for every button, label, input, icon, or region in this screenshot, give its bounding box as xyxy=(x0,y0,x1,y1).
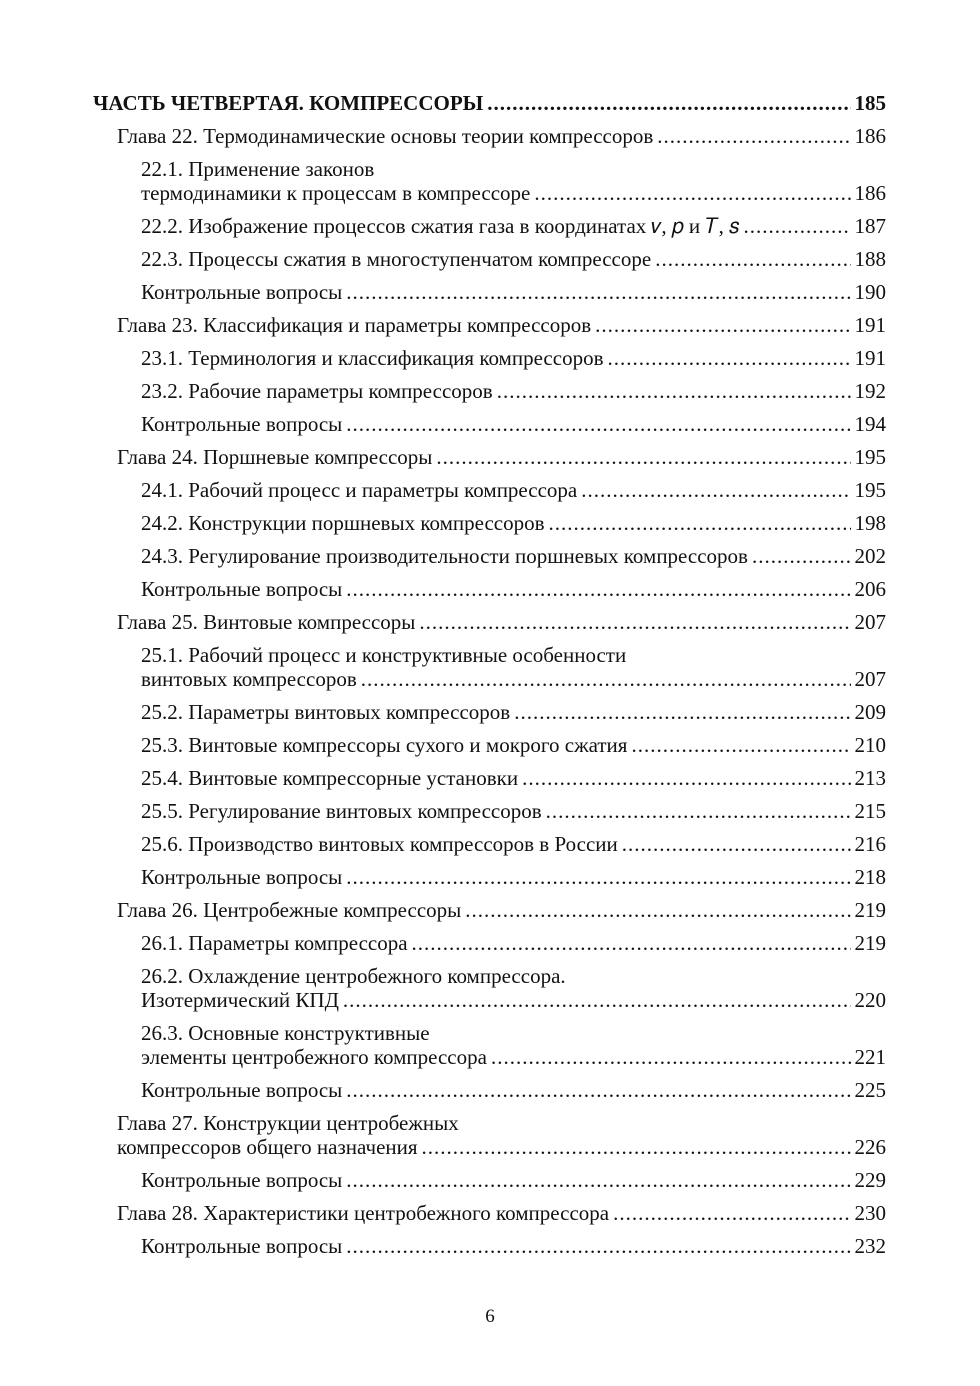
toc-entry-line xyxy=(141,832,886,856)
toc-entry-line xyxy=(141,412,886,436)
toc-entry-title: термодинамики к процессам в компрессоре xyxy=(141,181,531,205)
toc-dot-leader xyxy=(346,865,850,889)
toc-entry-title: 25.4. Винтовые компрессорные установки xyxy=(141,766,519,790)
toc-section-entry[interactable] xyxy=(93,280,886,304)
toc-entry-line xyxy=(117,1135,886,1159)
toc-entry-line xyxy=(141,1234,886,1258)
toc-section-entry[interactable] xyxy=(93,832,886,856)
toc-entry-title: элементы центробежного компрессора xyxy=(141,1045,487,1069)
toc-dot-leader xyxy=(522,766,850,790)
toc-page-number: 226 xyxy=(854,1135,886,1159)
toc-entry-title: Глава 28. Характеристики центробежного компрессора xyxy=(117,1201,610,1225)
toc-entry-title: компрессоров общего назначения xyxy=(117,1135,418,1159)
toc-page-number: 218 xyxy=(854,865,886,889)
toc-dot-leader xyxy=(419,610,850,634)
toc-dot-leader xyxy=(549,511,851,535)
toc-entry-line xyxy=(141,280,886,304)
toc-section-entry[interactable] xyxy=(93,1168,886,1192)
toc-page-number: 221 xyxy=(854,1045,886,1069)
toc-entry-line xyxy=(141,733,886,757)
toc-dot-leader xyxy=(346,1234,850,1258)
toc-section-entry[interactable] xyxy=(93,1078,886,1102)
toc-page-number: 186 xyxy=(854,181,886,205)
toc-entry-line xyxy=(93,91,886,115)
toc-chapter-entry[interactable] xyxy=(93,445,886,469)
toc-entry-title: ЧАСТЬ ЧЕТВЕРТАЯ. КОМПРЕССОРЫ xyxy=(93,91,484,115)
toc-section-entry[interactable] xyxy=(93,214,886,238)
toc-part-heading[interactable] xyxy=(93,91,886,115)
toc-section-entry[interactable] xyxy=(93,157,886,205)
toc-page-number: 213 xyxy=(854,766,886,790)
toc-dot-leader xyxy=(607,346,850,370)
toc-entry-line xyxy=(117,124,886,148)
toc-dot-leader xyxy=(346,280,850,304)
toc-entry-line xyxy=(141,478,886,502)
toc-entry-title: Глава 24. Поршневые компрессоры xyxy=(117,445,433,469)
toc-entry-line xyxy=(117,898,886,922)
toc-dot-leader xyxy=(346,412,850,436)
toc-entry-title: 25.5. Регулирование винтовых компрессоров xyxy=(141,799,542,823)
toc-dot-leader xyxy=(743,214,850,238)
toc-entry-line xyxy=(117,1201,886,1225)
toc-entry-title: Глава 23. Классификация и параметры компрессоров xyxy=(117,313,592,337)
toc-dot-leader xyxy=(465,898,850,922)
toc-entry-title: 22.2. Изображение процессов сжатия газа в координатах 𝑣, 𝑝 и 𝑇, 𝑠 xyxy=(141,214,740,238)
toc-dot-leader xyxy=(546,799,851,823)
toc-section-entry[interactable] xyxy=(93,865,886,889)
toc-section-entry[interactable] xyxy=(93,544,886,568)
toc-section-entry[interactable] xyxy=(93,766,886,790)
toc-entry-title: 23.2. Рабочие параметры компрессоров xyxy=(141,379,493,403)
toc-page-number: 187 xyxy=(854,214,886,238)
toc-page-number: 186 xyxy=(854,124,886,148)
toc-entry-title: 25.2. Параметры винтовых компрессоров xyxy=(141,700,511,724)
toc-entry-line xyxy=(141,931,886,955)
toc-section-entry[interactable] xyxy=(93,964,886,1012)
toc-entry-title: 24.2. Конструкции поршневых компрессоров xyxy=(141,511,545,535)
toc-section-entry[interactable] xyxy=(93,931,886,955)
toc-page-number: 207 xyxy=(854,610,886,634)
toc-entry-line xyxy=(117,313,886,337)
toc-entry-title: 25.6. Производство винтовых компрессоров в России xyxy=(141,832,618,856)
toc-section-entry[interactable] xyxy=(93,478,886,502)
toc-entry-title: 26.1. Параметры компрессора xyxy=(141,931,408,955)
toc-page-number: 188 xyxy=(854,247,886,271)
toc-entry-line xyxy=(117,445,886,469)
toc-entry-title: Контрольные вопросы xyxy=(141,865,343,889)
toc-dot-leader xyxy=(346,577,850,601)
toc-entry-title: Изотермический КПД xyxy=(141,988,339,1012)
toc-entry-line xyxy=(141,865,886,889)
toc-entry-line xyxy=(141,511,886,535)
toc-dot-leader xyxy=(581,478,850,502)
toc-entry-title-line1: 26.3. Основные конструктивные xyxy=(141,1021,430,1045)
toc-dot-leader xyxy=(622,832,851,856)
toc-entry-line xyxy=(141,577,886,601)
toc-entry-line xyxy=(141,214,886,238)
toc-dot-leader xyxy=(534,181,850,205)
toc-chapter-entry[interactable] xyxy=(93,1201,886,1225)
toc-entry-line xyxy=(141,700,886,724)
toc-section-entry[interactable] xyxy=(93,379,886,403)
toc-dot-leader xyxy=(657,124,850,148)
toc-section-entry[interactable] xyxy=(93,799,886,823)
toc-entry-title: Контрольные вопросы xyxy=(141,412,343,436)
toc-dot-leader xyxy=(422,1135,851,1159)
toc-chapter-entry[interactable] xyxy=(93,898,886,922)
toc-entry-line xyxy=(141,1045,886,1069)
toc-dot-leader xyxy=(343,988,851,1012)
toc-entry-line xyxy=(141,181,886,205)
toc-dot-leader xyxy=(491,1045,851,1069)
toc-dot-leader xyxy=(497,379,851,403)
toc-entry-title: 22.3. Процессы сжатия в многоступенчатом компрессоре xyxy=(141,247,652,271)
toc-page-number: 230 xyxy=(854,1201,886,1225)
toc-entry-line xyxy=(141,346,886,370)
toc-entry-line xyxy=(141,988,886,1012)
toc-page-number: 209 xyxy=(854,700,886,724)
toc-entry-title-line1: 22.1. Применение законов xyxy=(141,157,375,181)
toc-page-number: 229 xyxy=(854,1168,886,1192)
toc-section-entry[interactable] xyxy=(93,511,886,535)
toc-entry-title: 24.3. Регулирование производительности поршневых компрессоров xyxy=(141,544,748,568)
toc-entry-title-line1: Глава 27. Конструкции центробежных xyxy=(117,1111,459,1135)
toc-page-number: 215 xyxy=(854,799,886,823)
toc-entry-title: Глава 26. Центробежные компрессоры xyxy=(117,898,462,922)
toc-page-number: 192 xyxy=(854,379,886,403)
toc-page-number: 219 xyxy=(854,931,886,955)
toc-section-entry[interactable] xyxy=(93,577,886,601)
toc-chapter-entry[interactable] xyxy=(93,313,886,337)
toc-page-number: 220 xyxy=(854,988,886,1012)
toc-entry-title: Глава 25. Винтовые компрессоры xyxy=(117,610,416,634)
toc-page-number: 195 xyxy=(854,445,886,469)
toc-chapter-entry[interactable] xyxy=(93,1111,886,1159)
toc-entry-title: 23.1. Терминология и классификация компрессоров xyxy=(141,346,604,370)
toc-entry-line xyxy=(141,1078,886,1102)
toc-dot-leader xyxy=(361,667,851,691)
toc-entry-title: 25.3. Винтовые компрессоры сухого и мокрого сжатия xyxy=(141,733,628,757)
toc-page-number: 198 xyxy=(854,511,886,535)
toc-page-number: 202 xyxy=(854,544,886,568)
toc-entry-title: Контрольные вопросы xyxy=(141,1168,343,1192)
toc-page-number: 207 xyxy=(854,667,886,691)
toc-entry-line xyxy=(141,544,886,568)
toc-entry-line xyxy=(141,379,886,403)
toc-page-number: 219 xyxy=(854,898,886,922)
toc-entry-title: Контрольные вопросы xyxy=(141,1234,343,1258)
toc-dot-leader xyxy=(346,1168,850,1192)
toc-dot-leader xyxy=(436,445,850,469)
toc-entry-line xyxy=(117,610,886,634)
toc-entry-title: Контрольные вопросы xyxy=(141,280,343,304)
toc-page-number: 191 xyxy=(854,313,886,337)
toc-section-entry[interactable] xyxy=(93,643,886,691)
toc-page-number: 216 xyxy=(854,832,886,856)
toc-entry-title: Контрольные вопросы xyxy=(141,577,343,601)
toc-entry-line xyxy=(141,667,886,691)
toc-entry-title-line1: 26.2. Охлаждение центробежного компрессора. xyxy=(141,964,566,988)
toc-page-number: 210 xyxy=(854,733,886,757)
toc-dot-leader xyxy=(613,1201,850,1225)
toc-entry-title: Глава 22. Термодинамические основы теории компрессоров xyxy=(117,124,654,148)
toc-entry-title: винтовых компрессоров xyxy=(141,667,357,691)
toc-dot-leader xyxy=(412,931,851,955)
toc-page-number: 194 xyxy=(854,412,886,436)
toc-section-entry[interactable] xyxy=(93,247,886,271)
toc-section-entry[interactable] xyxy=(93,1021,886,1069)
toc-page-number: 195 xyxy=(854,478,886,502)
toc-entry-line xyxy=(141,1168,886,1192)
toc-dot-leader xyxy=(631,733,850,757)
toc-chapter-entry[interactable] xyxy=(93,610,886,634)
toc-section-entry[interactable] xyxy=(93,733,886,757)
toc-entry-title-line1: 25.1. Рабочий процесс и конструктивные особенности xyxy=(141,643,627,667)
toc-page-number: 191 xyxy=(854,346,886,370)
toc-dot-leader xyxy=(487,91,850,115)
page-number: 6 xyxy=(485,1306,495,1327)
toc-entry-line xyxy=(141,247,886,271)
toc-dot-leader xyxy=(514,700,850,724)
table-of-contents xyxy=(93,91,886,1267)
toc-page-number: 232 xyxy=(854,1234,886,1258)
toc-section-entry[interactable] xyxy=(93,1234,886,1258)
toc-section-entry[interactable] xyxy=(93,346,886,370)
toc-dot-leader xyxy=(346,1078,850,1102)
toc-page-number: 190 xyxy=(854,280,886,304)
toc-entry-title: Контрольные вопросы xyxy=(141,1078,343,1102)
toc-section-entry[interactable] xyxy=(93,412,886,436)
toc-chapter-entry[interactable] xyxy=(93,124,886,148)
toc-dot-leader xyxy=(655,247,850,271)
toc-dot-leader xyxy=(595,313,850,337)
toc-page-number: 206 xyxy=(854,577,886,601)
toc-section-entry[interactable] xyxy=(93,700,886,724)
toc-page-number: 225 xyxy=(854,1078,886,1102)
toc-dot-leader xyxy=(752,544,851,568)
toc-entry-line xyxy=(141,799,886,823)
toc-page-number: 185 xyxy=(854,91,886,115)
toc-entry-line xyxy=(141,766,886,790)
toc-entry-title: 24.1. Рабочий процесс и параметры компрессора xyxy=(141,478,578,502)
